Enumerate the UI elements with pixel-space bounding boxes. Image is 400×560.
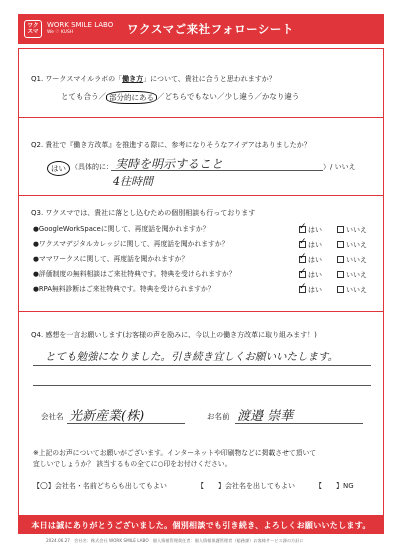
q3-yes-checkbox[interactable] [299, 237, 322, 250]
company-line [67, 423, 185, 424]
name-line [235, 423, 363, 424]
company-label: 会社名 [41, 412, 64, 421]
company-handwritten: 光新産業(株) [69, 409, 145, 424]
sheet-frame [18, 48, 384, 516]
section-divider [19, 311, 383, 312]
q2-handwritten-answer-1: 実時を明示すること [115, 157, 224, 171]
checkbox[interactable] [337, 286, 344, 293]
q3-question: Q3. ワクスマでは、貴社に落とし込むための個別相談も行っております [31, 209, 256, 217]
q1-separator: ／ [216, 92, 225, 101]
q4-handwritten-answer: とても勉強になりました。引き続き宜しくお願いいたします。 [45, 351, 339, 363]
check-icon: ✓ [299, 267, 307, 277]
q3-no-checkbox[interactable] [337, 225, 367, 235]
q3-item-rpa: ●RPA無料診断はご来社特典です。特典を受けられますか？ [33, 285, 215, 293]
logo-mark: ワクスマ [27, 23, 39, 35]
section-divider [19, 117, 383, 118]
q1-option-1[interactable]: とても合う [61, 92, 99, 101]
q3-no-checkbox[interactable] [337, 255, 367, 265]
q4-question: Q4. 感想を一言お願いします(お客様の声を励みに、今以上の働き方改革に取り組みます！) [31, 331, 317, 339]
check-icon: ✓ [299, 222, 307, 232]
q1-text-pre: Q1. ワークスマイルラボの「 [31, 75, 123, 83]
q3-item-mamaworks: ●ママワークスに関して、再度話を聞かれますか？ [33, 255, 189, 263]
q2-handwritten-answer-2: 4往時間 [113, 175, 153, 188]
name-label: お名前 [207, 412, 230, 421]
q3-no-checkbox[interactable] [337, 240, 367, 250]
q3-yes-checkbox[interactable] [299, 252, 322, 265]
q3-no-checkbox[interactable] [337, 285, 367, 295]
sheet-title: ワクスマご来社フォローシート [127, 22, 294, 36]
q3-item-digital-college: ●ワクスマデジタルカレッジに関して、再度話を聞かれますか？ [33, 240, 229, 248]
checkbox[interactable] [337, 226, 344, 233]
q3-item-googleworkspace: ●GoogleWorkSpaceに関して、再度話を聞かれますか？ [33, 225, 210, 233]
q1-question [31, 75, 276, 84]
q2-question: Q2. 貴社で『働き方改革』を推進する際に、参考になりそうなアイデアはありましたか？ [31, 141, 311, 149]
checkbox[interactable] [299, 222, 307, 233]
consent-option-ng-label: NG [343, 482, 354, 490]
q1-options [61, 91, 299, 104]
check-icon: ✓ [299, 282, 307, 292]
q1-separator: ／ [157, 92, 165, 101]
checkbox[interactable] [337, 271, 344, 278]
q2-no-option[interactable]: ）/ いいえ [323, 163, 356, 171]
section-divider [19, 195, 383, 196]
consent-option-both-label: 会社名・名前どちらも出してもよい [54, 482, 167, 490]
q4-answer-line [33, 385, 371, 386]
checkbox[interactable] [299, 282, 307, 293]
footer-meta: 2024.06.27 会社名：株式会社 WORK SMILE LABO 個人情報管理責任者：個人情報保護管理者（総務課）お客様サービス課の方針に [46, 538, 304, 543]
checkbox[interactable] [299, 267, 307, 278]
consent-option-ng[interactable]: 【 】NG [315, 482, 354, 490]
checkbox[interactable] [299, 237, 307, 248]
q1-highlight: 働き方 [122, 75, 144, 83]
no-label: いいえ [346, 226, 367, 234]
q3-no-checkbox[interactable] [337, 270, 367, 280]
yes-label: はい [308, 226, 322, 234]
q1-separator: ／ [98, 92, 106, 101]
consent-option-both[interactable]: 【○】会社名・名前どちらも出してもよい [33, 481, 167, 491]
check-icon: ✓ [299, 237, 307, 247]
q3-yes-checkbox[interactable] [299, 282, 322, 295]
q1-text-post: 」について、貴社に合うと思われますか？ [143, 75, 276, 83]
q1-option-4[interactable]: 少し違う [224, 92, 255, 101]
name-handwritten: 渡邉 崇華 [237, 409, 294, 424]
brand-sub-text: We ♡ KUSH [47, 30, 74, 35]
brand-logo [24, 20, 42, 38]
q3-yes-checkbox[interactable] [299, 222, 322, 235]
yes-label: はい [308, 286, 322, 294]
brand-name [47, 21, 117, 37]
yes-label: はい [308, 241, 322, 249]
footer-banner: 本日は誠にありがとうございました。個別相談でも引き続き、よろしくお願いいたします。 [18, 516, 384, 534]
checkbox[interactable] [337, 256, 344, 263]
sheet-header [18, 14, 384, 44]
brand-text: WORK SMILE LABO [47, 21, 114, 29]
circle-mark-icon: ○ [40, 481, 48, 491]
q1-option-2[interactable]: 部分的にある [106, 91, 157, 104]
q2-yes-option[interactable]: はい [47, 161, 70, 176]
q3-yes-checkbox[interactable] [299, 267, 322, 280]
yes-label: はい [308, 271, 322, 279]
no-label: いいえ [346, 286, 367, 294]
checkbox[interactable] [337, 241, 344, 248]
check-icon: ✓ [299, 252, 307, 262]
consent-option-company-label: 会社名を出してもよい [225, 482, 295, 490]
no-label: いいえ [346, 256, 367, 264]
q4-answer-line [33, 365, 371, 366]
q1-option-3[interactable]: どちらでもない [164, 92, 217, 101]
no-label: いいえ [346, 271, 367, 279]
yes-label: はい [308, 256, 322, 264]
checkbox[interactable] [299, 252, 307, 263]
consent-option-company[interactable]: 【 】会社名を出してもよい [197, 482, 295, 490]
q1-option-5[interactable]: かなり違う [261, 92, 300, 101]
no-label: いいえ [346, 241, 367, 249]
q1-separator: ／ [254, 92, 262, 101]
consent-text-2: 宜しいでしょうか？ 該当するもの全てに○印をお付けください。 [33, 460, 232, 468]
q2-answer-line [111, 170, 323, 171]
q2-detail-label: （具体的に： [71, 163, 113, 171]
consent-text-1: ※上記のお声についてお願いがございます。インターネットや印刷物などに掲載させて頂いて [33, 449, 317, 457]
q3-item-evaluation: ●評価制度の無料相談はご来社特典です。特典を受けられますか？ [33, 270, 236, 278]
